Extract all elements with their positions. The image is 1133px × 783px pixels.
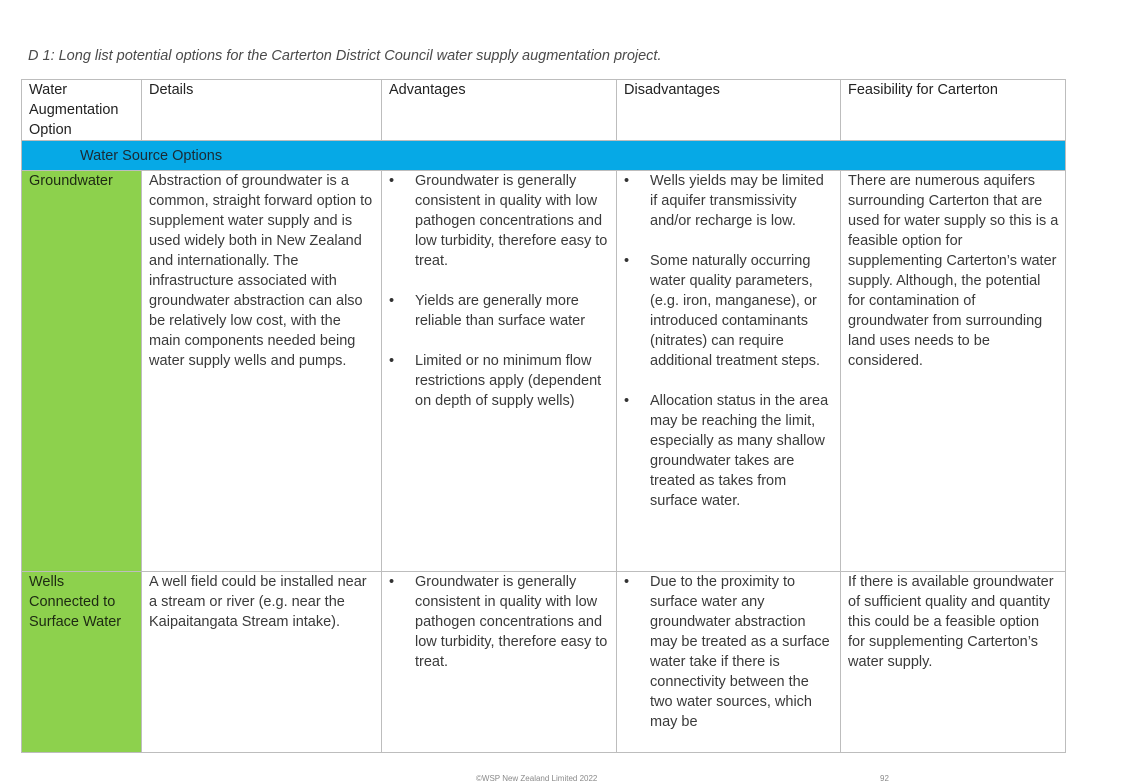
disadvantage-item: • Due to the proximity to surface water any groundwater abstraction may be treated as a surface water take if there is connectivity between the two water sources, which may be xyxy=(624,572,834,732)
option-name: Groundwater xyxy=(22,171,142,572)
feasibility-cell: There are numerous aquifers surrounding Carterton that are used for water supply so this is a feasible option for supplementing Carterton’s water supply. Although, the potential for contamination of groundwater from surrounding land uses needs to be considered. xyxy=(841,171,1066,572)
disadvantage-item: • Some naturally occurring water quality parameters, (e.g. iron, manganese), or introduced contaminants (nitrates) can require additional treatment steps. xyxy=(624,251,834,371)
advantage-item: • Groundwater is generally consistent in quality with low pathogen concentrations and low turbidity, therefore easy to treat. xyxy=(389,171,610,271)
header-advantages: Advantages xyxy=(382,80,617,141)
footer-copyright: ©WSP New Zealand Limited 2022 xyxy=(476,774,598,783)
header-disadvantages: Disadvantages xyxy=(617,80,841,141)
section-title: Water Source Options xyxy=(22,141,1066,171)
disadvantages-cell xyxy=(617,572,841,753)
header-feasibility: Feasibility for Carterton xyxy=(841,80,1066,141)
details-cell: A well field could be installed near a stream or river (e.g. near the Kaipaitangata Stream intake). xyxy=(142,572,382,753)
options-table xyxy=(21,79,1066,753)
details-cell: Abstraction of groundwater is a common, straight forward option to supplement water supply and is used widely both in New Zealand and internationally. The infrastructure associated with groundwater abstraction can also be relatively low cost, with the main components needed being water supply wells and pumps. xyxy=(142,171,382,572)
disadvantage-item: • Wells yields may be limited if aquifer transmissivity and/or recharge is low. xyxy=(624,171,834,231)
table-row xyxy=(22,171,1066,572)
advantage-item: • Yields are generally more reliable than surface water xyxy=(389,291,610,331)
table-row xyxy=(22,572,1066,753)
section-row xyxy=(22,141,1066,171)
page-number: 92 xyxy=(880,774,889,783)
advantages-cell xyxy=(382,171,617,572)
disadvantage-item: • Allocation status in the area may be reaching the limit, especially as many shallow groundwater takes are treated as takes from surface water. xyxy=(624,391,834,511)
header-details: Details xyxy=(142,80,382,141)
disadvantages-cell xyxy=(617,171,841,572)
feasibility-cell: If there is available groundwater of sufficient quality and quantity this could be a feasible option for supplementing Carterton’s water supply. xyxy=(841,572,1066,753)
table-caption: D 1: Long list potential options for the Carterton District Council water supply augmentation project. xyxy=(28,48,662,64)
advantage-item: • Limited or no minimum flow restrictions apply (dependent on depth of supply wells) xyxy=(389,351,610,411)
advantage-item: • Groundwater is generally consistent in quality with low pathogen concentrations and low turbidity, therefore easy to treat. xyxy=(389,572,610,672)
table-header-row xyxy=(22,80,1066,141)
header-option: Water Augmentation Option xyxy=(22,80,142,141)
advantages-cell xyxy=(382,572,617,753)
option-name: Wells Connected to Surface Water xyxy=(22,572,142,753)
